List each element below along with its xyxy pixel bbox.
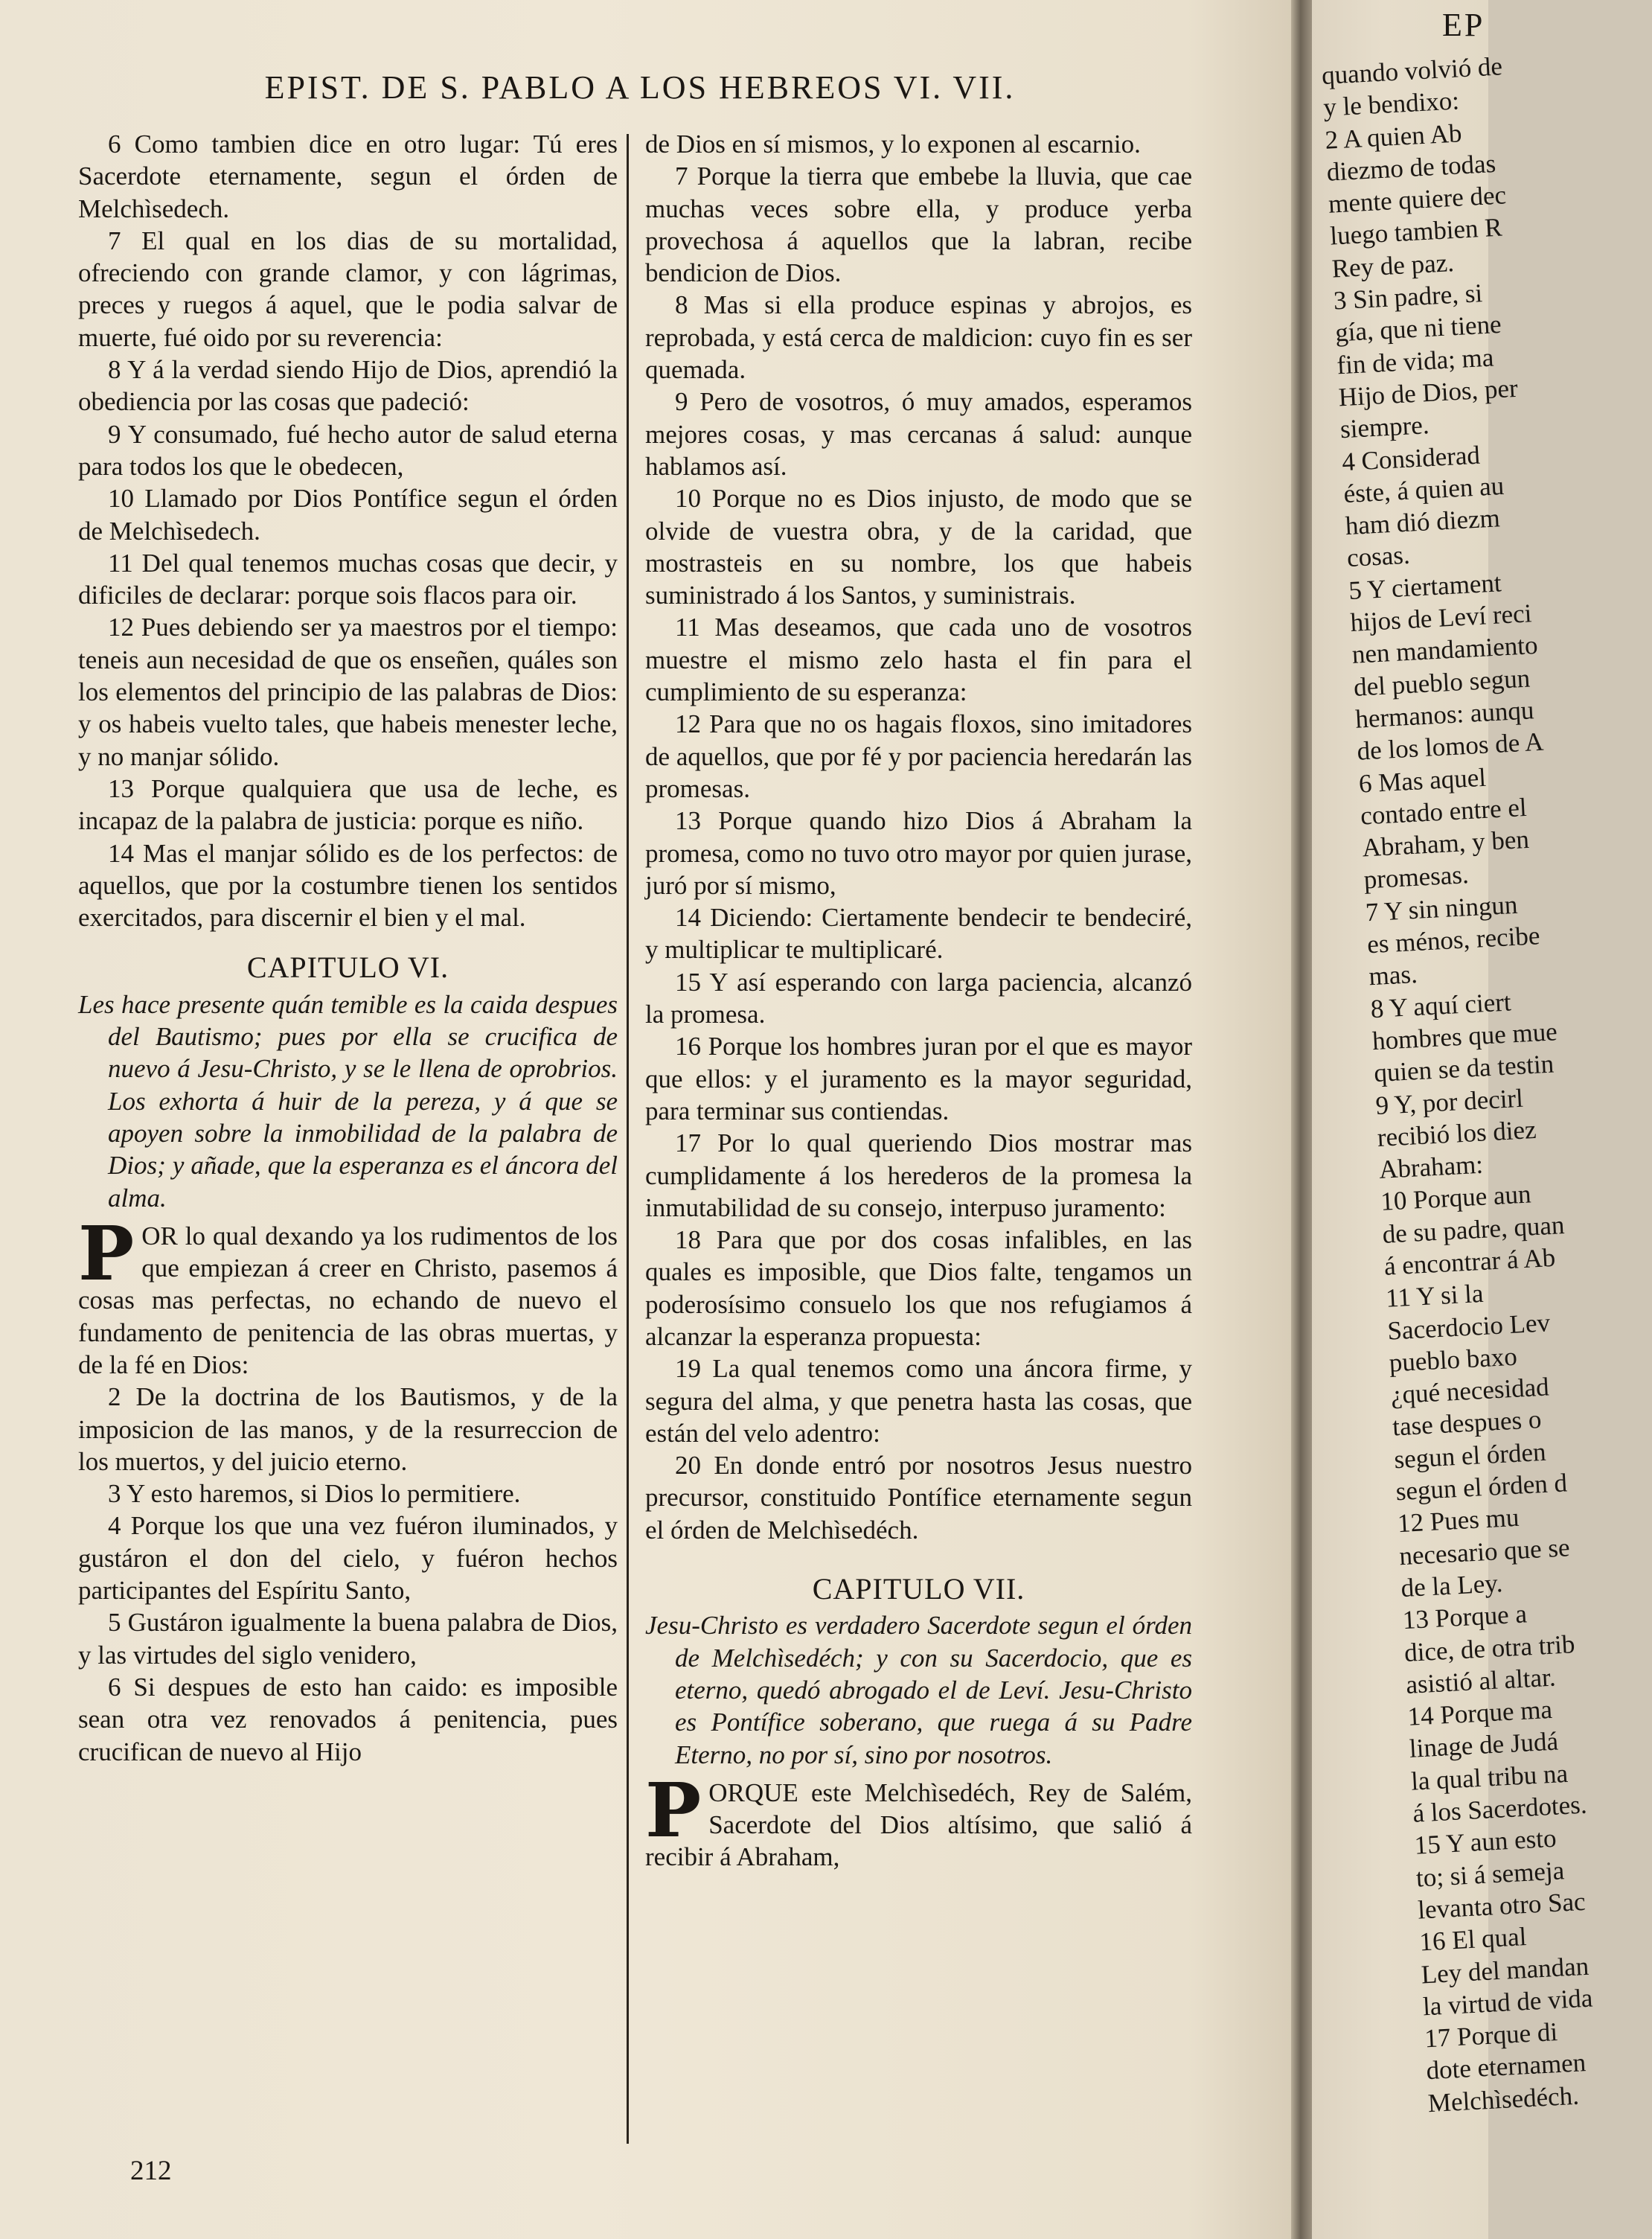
facing-page-line: de los lomos de A — [1356, 726, 1545, 766]
facing-page-line: Rey de paz. — [1331, 247, 1455, 284]
verse: 9 Y consumado, fué hecho autor de salud eterna para todos los que le obedecen, — [78, 419, 618, 481]
facing-page-line: tase despues o — [1392, 1405, 1543, 1442]
verse: 18 Para que por dos cosas infalibles, en las quales es imposible, que Dios falte, tengamos un poderosísimo consuelo los que nos refugiamos á alcanzar la esperanza propuesta: — [645, 1225, 1192, 1351]
verse: 12 Para que no os hagais floxos, sino imitadores de aquellos, que por fé y por paciencia heredarán las promesas. — [645, 709, 1192, 803]
facing-page-line: Sacerdocio Lev — [1386, 1307, 1551, 1346]
verse: 14 Diciendo: Ciertamente bendecir te bendeciré, y multiplicar te multiplicaré. — [645, 903, 1192, 965]
facing-page-line: Abraham, y ben — [1361, 824, 1530, 863]
facing-page-line: de la Ley. — [1400, 1568, 1504, 1603]
facing-page-line: 9 Y, por decirl — [1374, 1083, 1524, 1120]
facing-page-line: del pueblo segun — [1353, 663, 1531, 702]
facing-page-line: gía, que ni tiene — [1334, 310, 1502, 348]
facing-page-line: la virtud de vida — [1422, 1983, 1594, 2022]
facing-page-line: 12 Pues mu — [1397, 1503, 1520, 1539]
verse: 6 Como tambien dice en otro lugar: Tú eres Sacerdote eternamente, segun el órden de Melchìsedech. — [78, 130, 618, 223]
facing-page-line: linage de Judá — [1408, 1726, 1559, 1764]
verse: 5 Gustáron igualmente la buena palabra de Dios, y las virtudes del siglo venidero, — [78, 1608, 618, 1670]
verse: 3 Y esto haremos, si Dios lo permitiere. — [108, 1479, 521, 1509]
facing-page-line: 11 Y si la — [1385, 1279, 1485, 1313]
verse: 2 De la doctrina de los Bautismos, y de la imposicion de las manos, y de la resurreccion de los muertos, y del juicio eterno. — [78, 1382, 618, 1476]
facing-page-line: ¿qué necesidad — [1390, 1372, 1550, 1410]
facing-page-line: fin de vida; ma — [1336, 342, 1495, 380]
facing-page-line: segun el órden — [1393, 1437, 1547, 1475]
facing-page-line: 4 Considerad — [1341, 440, 1481, 476]
verse: 4 Porque los que una vez fuéron iluminados, y gustáron el don del cielo, y fuéron hechos participantes del Espíritu Santo, — [78, 1511, 618, 1606]
facing-page-line: 5 Y ciertament — [1348, 568, 1502, 605]
verse: 13 Porque qualquiera que usa de leche, es incapaz de la palabra de justicia: porque es niño. — [78, 773, 618, 836]
facing-page-line: siempre. — [1339, 410, 1430, 444]
facing-page-line: 17 Porque di — [1424, 2017, 1559, 2054]
chapter-summary: Les hace presente quán temible es la caida despues del Bautismo; pues por ella se crucifica de nuevo á Jesu-Christo, y se le llena de oprobrios. Los exhorta á huir de la pereza, y á que se apoyen sobre la inmobilidad de la palabra de Dios; y añade, que la esperanza es el áncora del alma. — [78, 989, 618, 1213]
verse: 12 Pues debiendo ser ya maestros por el tiempo: teneis aun necesidad de que os enseñen, quáles son los elementos del principio de las palabras de Dios: y os habeis vuelto tales, que habeis menester leche, y no manjar sólido. — [78, 613, 618, 771]
facing-page-line: dote eternamen — [1425, 2048, 1587, 2086]
facing-page-line: 16 El qual — [1418, 1922, 1528, 1957]
facing-page-line: 7 Y sin ningun — [1365, 889, 1519, 927]
facing-page-line: nen mandamiento — [1351, 630, 1539, 670]
facing-page-line: Hijo de Dios, per — [1337, 373, 1519, 412]
facing-page-line: 14 Porque ma — [1406, 1694, 1553, 1732]
facing-page-line: contado entre el — [1360, 792, 1528, 831]
facing-page-line: to; si á semeja — [1415, 1855, 1566, 1893]
verse: 17 Por lo qual queriendo Dios mostrar mas cumplidamente á los herederos de la promesa la inmutabilidad de su consejo, interpuso juramento: — [645, 1128, 1192, 1222]
facing-page-line: diezmo de todas — [1325, 148, 1497, 187]
facing-page-line: dice, de otra trib — [1403, 1629, 1576, 1667]
facing-page-line: ham dió diezm — [1344, 503, 1501, 541]
verse: 11 Del qual tenemos muchas cosas que decir, y dificiles de declarar: porque sois flacos para oir. — [78, 548, 618, 610]
verse: 8 Y á la verdad siendo Hijo de Dios, aprendió la obediencia por las cosas que padeció: — [78, 355, 618, 417]
verse: 19 La qual tenemos como una áncora firme, y segura del alma, y que penetra hasta las cosas, que están del velo adentro: — [645, 1354, 1192, 1448]
facing-page-line: levanta otro Sac — [1417, 1886, 1587, 1925]
drop-cap: P — [645, 1766, 702, 1854]
facing-page-line: 8 Y aquí ciert — [1369, 987, 1512, 1023]
book-gutter — [1291, 0, 1312, 2239]
chapter-opening-paragraph — [645, 1766, 1192, 1874]
facing-page-line: de su padre, quan — [1381, 1210, 1566, 1249]
verse: 10 Porque no es Dios injusto, de modo que se olvide de vuestra obra, y de la caridad, que mostrasteis en su nombre, los que habeis suministrado á los Santos, y suministrais. — [645, 484, 1192, 610]
verse: 13 Porque quando hizo Dios á Abraham la promesa, como no tuvo otro mayor por quien jurase, juró por sí mismo, — [645, 806, 1192, 900]
chapter-summary: Jesu-Christo es verdadero Sacerdote segun el órden de Melchìsedéch; y con su Sacerdocio, que es eterno, quedó abrogado el de Leví. Jesu-Christo es Pontífice soberano, que ruega á su Padre Eterno, no por sí, sino por nosotros. — [645, 1611, 1192, 1769]
facing-page-line: cosas. — [1346, 540, 1411, 573]
facing-page-line: hijos de Leví reci — [1349, 598, 1533, 637]
facing-page-line: 3 Sin padre, si — [1332, 278, 1483, 316]
facing-page-line: hermanos: aunqu — [1354, 695, 1535, 734]
opening-text: OR lo qual dexando ya los rudimentos de los que empiezan á creer en Christo, pasemos á cosas mas perfectas, no echando de nuevo el fundamento de penitencia de las obras muertas, y de la fé en Dios: — [78, 1221, 618, 1379]
verse: 16 Porque los hombres juran por el que es mayor que ellos: y el juramento es la mayor seguridad, para terminar sus contiendas. — [645, 1032, 1192, 1125]
drop-cap: P — [78, 1209, 135, 1297]
page-number: 212 — [130, 2156, 172, 2186]
facing-page-line: asistió al altar. — [1405, 1662, 1557, 1699]
facing-page-line: pueblo baxo — [1388, 1341, 1518, 1378]
verse: 20 En donde entró por nosotros Jesus nuestro precursor, constituido Pontífice eternamente segun el órden de Melchìsedéch. — [645, 1451, 1192, 1545]
facing-page-line: luego tambien R — [1329, 213, 1503, 252]
right-column — [645, 128, 1192, 1874]
facing-page-line: Ley del mandan — [1420, 1951, 1589, 1989]
left-column — [78, 128, 618, 1768]
facing-page-line: quien se da testin — [1373, 1049, 1555, 1088]
facing-page-line: quando volvió de — [1321, 51, 1503, 90]
facing-page-line: hombres que mue — [1371, 1017, 1558, 1056]
facing-page-line: necesario que se — [1398, 1532, 1571, 1571]
facing-page-line: 13 Porque a — [1401, 1599, 1528, 1635]
verse: 15 Y así esperando con larga paciencia, alcanzó la promesa. — [645, 967, 1192, 1029]
verse: 7 El qual en los dias de su mortalidad, ofreciendo con grande clamor, y con lágrimas, preces y ruegos á aquel, que le podia salvar de muerte, fué oido por su reverencia: — [78, 226, 618, 352]
facing-page-line: segun el órden d — [1395, 1468, 1568, 1507]
verse: 6 Si despues de esto han caido: es imposible sean otra vez renovados á penitencia, pues crucifican de nuevo al Hijo — [78, 1672, 618, 1766]
opening-text: ORQUE este Melchìsedéch, Rey de Salém, Sacerdote del Dios altísimo, que salió á recibir á Abraham, — [645, 1778, 1192, 1872]
facing-page-line: 2 A quien Ab — [1324, 118, 1463, 155]
facing-page-line: 15 Y aun esto — [1413, 1824, 1557, 1861]
facing-page-line: mas. — [1368, 959, 1418, 991]
facing-page-line: mente quiere dec — [1328, 180, 1507, 219]
facing-page-header: EP — [1442, 7, 1485, 43]
chapter-heading: CAPITULO VII. — [812, 1572, 1025, 1606]
facing-page-line: 10 Porque aun — [1380, 1179, 1532, 1217]
facing-page-text — [1321, 48, 1652, 2119]
facing-page-line: y le bendixo: — [1322, 86, 1460, 123]
facing-page-line: éste, á quien au — [1342, 470, 1505, 509]
verse: 14 Mas el manjar sólido es de los perfectos: de aquellos, que por la costumbre tienen los sentidos exercitados, para discernir el bien y el mal. — [78, 838, 618, 933]
facing-page-line: Melchìsedéch. — [1427, 2080, 1580, 2118]
chapter-opening-paragraph — [78, 1209, 618, 1381]
verse: 8 Mas si ella produce espinas y abrojos, es reprobada, y está cerca de maldicion: cuyo fin es ser quemada. — [645, 290, 1192, 385]
facing-page-line: recibió los diez — [1376, 1114, 1537, 1152]
facing-page — [1312, 0, 1594, 2239]
facing-page-line: á los Sacerdotes. — [1412, 1789, 1588, 1828]
running-header: EPIST. DE S. PABLO A LOS HEBREOS VI. VII. — [264, 69, 1016, 106]
verse: 11 Mas deseamos, que cada uno de vosotros muestre el mismo zelo hasta el fin para el cumplimiento de su esperanza: — [645, 613, 1192, 707]
verse: 10 Llamado por Dios Pontífice segun el órden de Melchìsedech. — [78, 484, 618, 546]
chapter-heading: CAPITULO VI. — [246, 951, 449, 985]
facing-page-line: Abraham: — [1378, 1149, 1484, 1185]
facing-page-line: á encontrar á Ab — [1383, 1242, 1556, 1281]
verse-continuation: de Dios en sí mismos, y lo exponen al escarnio. — [645, 130, 1141, 159]
facing-page-line: es ménos, recibe — [1366, 921, 1541, 959]
facing-page-line: la qual tribu na — [1410, 1758, 1569, 1796]
column-divider — [627, 134, 629, 2144]
verse: 7 Porque la tierra que embebe la lluvia, que cae muchas veces sobre ella, y produce yerba provechosa á aquellos que la labran, recibe bendicion de Dios. — [645, 162, 1192, 288]
verse: 9 Pero de vosotros, ó muy amados, esperamos mejores cosas, y mas cercanas á salud: aunque hablamos así. — [645, 387, 1192, 481]
facing-page-line: 6 Mas aquel — [1357, 762, 1487, 799]
facing-page-line: promesas. — [1363, 860, 1470, 895]
